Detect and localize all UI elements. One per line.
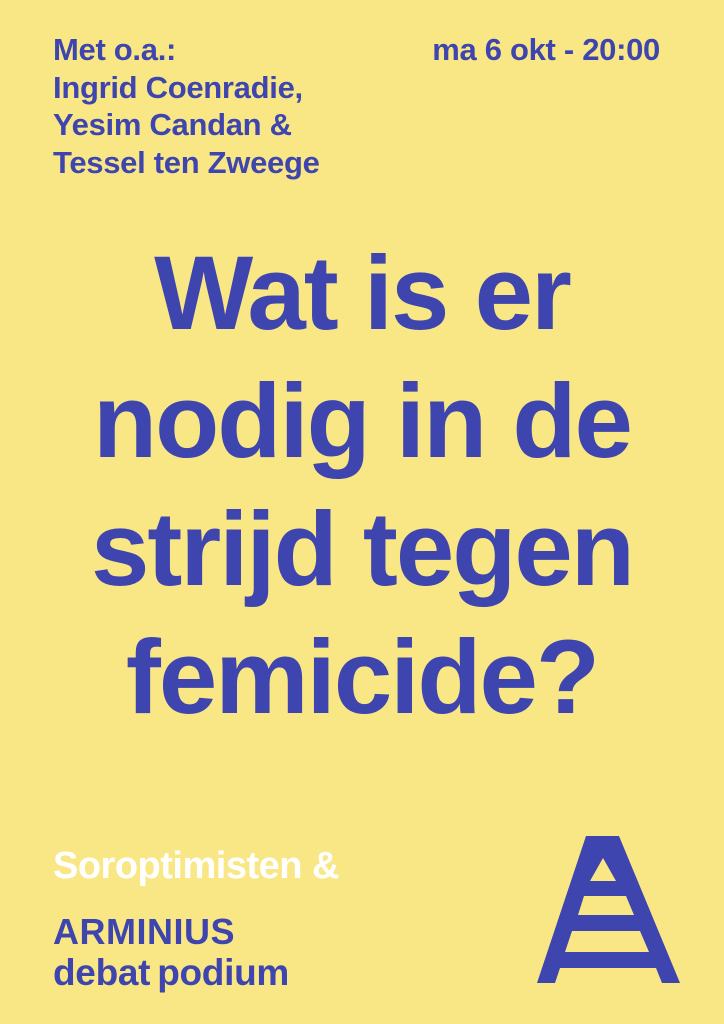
footer-block [53, 845, 339, 994]
brand-subtitle-part-2: podium [157, 952, 289, 993]
speakers-block [53, 31, 320, 181]
brand-wordmark [53, 912, 339, 994]
brand-subtitle [53, 952, 339, 994]
brand-name: ARMINIUS [53, 911, 235, 952]
speaker-name-2: Yesim Candan & [53, 107, 292, 142]
event-datetime: ma 6 okt - 20:00 [432, 32, 660, 67]
headline-line-1: Wat is er [154, 235, 570, 352]
headline-line-3: strijd tegen [91, 491, 633, 608]
speaker-name-1: Ingrid Coenradie, [53, 69, 303, 105]
headline [0, 230, 724, 742]
arminius-ladder-a-icon [528, 826, 688, 996]
arminius-ladder-a-shape [537, 836, 680, 983]
organizer-name: Soroptimisten & [53, 845, 339, 887]
brand-subtitle-part-1: debat [53, 952, 151, 993]
speakers-intro: Met o.a.: [53, 32, 177, 67]
headline-line-4: femicide? [125, 619, 599, 736]
speaker-name-3: Tessel ten Zweege [53, 144, 320, 180]
headline-line-2: nodig in de [93, 363, 631, 480]
